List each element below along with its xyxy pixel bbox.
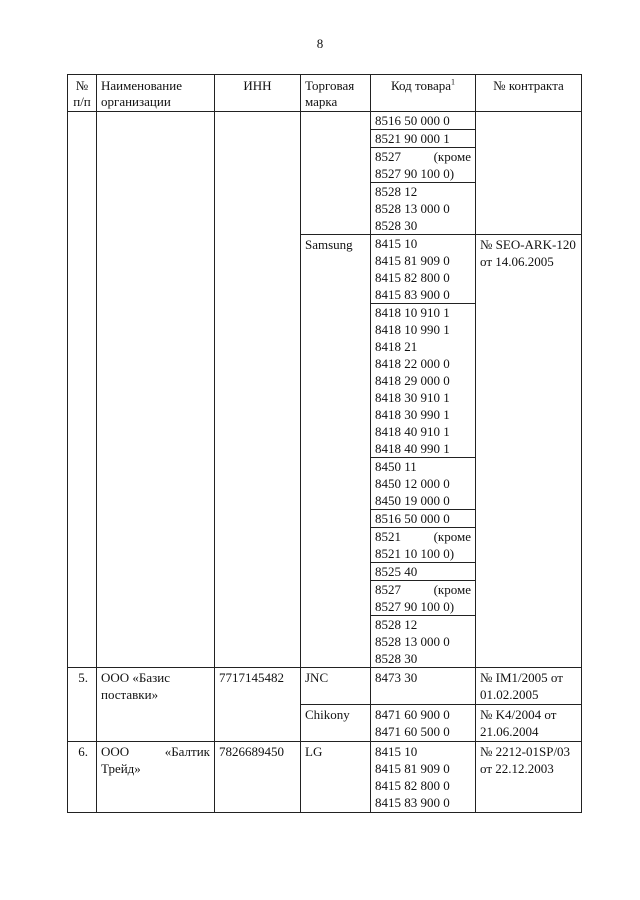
code-exception-part: (кроме: [433, 149, 471, 164]
row6-org-c: Трейд»: [101, 761, 141, 776]
code-group: [371, 183, 475, 234]
code-line: 8527 90 100 0): [375, 599, 455, 614]
cont-codes-cell: [371, 112, 476, 235]
code-line: 8450 12 000 0: [375, 476, 450, 491]
cont-org-cell: [97, 112, 215, 668]
code-line: 8528 30: [375, 218, 418, 233]
code-heading-part: 8527: [375, 149, 401, 164]
row5-brand2-cell: Chikony: [301, 705, 371, 742]
code-line: 8415 83 900 0: [375, 795, 450, 810]
header-brand: Торговая марка: [301, 75, 371, 112]
row6-inn-cell: 7826689450: [215, 742, 301, 813]
table-header-row: [68, 75, 582, 112]
code-line: 8418 10 910 1: [375, 305, 450, 320]
code-line: 8528 30: [375, 651, 418, 666]
code-line: 8527 90 100 0): [375, 166, 455, 181]
code-line: 8418 21: [375, 339, 418, 354]
code-line: 8528 12: [375, 617, 418, 632]
samsung-contract-cell: № SEO-ARK-120 от 14.06.2005: [476, 235, 582, 668]
code-exception-part: (кроме: [433, 582, 471, 597]
code-group: [371, 458, 475, 510]
code-line: 8415 10: [375, 236, 418, 251]
code-line: 8516 50 000 0: [375, 113, 450, 128]
header-code-label: Код товара: [390, 78, 452, 93]
code-line: 8418 40 910 1: [375, 424, 450, 439]
code-line: 8418 10 990 1: [375, 322, 450, 337]
code-line: 8418 30 990 1: [375, 407, 450, 422]
code-group: [371, 148, 475, 183]
code-line: 8471 60 900 0: [375, 707, 450, 722]
cont-inn-cell: [215, 112, 301, 668]
goods-table: [67, 74, 582, 813]
code-line: 8418 22 000 0: [375, 356, 450, 371]
code-group: [371, 235, 475, 304]
code-line: [375, 148, 471, 165]
code-line: 8415 82 800 0: [375, 778, 450, 793]
row5-inn-cell: 7717145482: [215, 668, 301, 742]
cont-brand-cell: [301, 112, 371, 235]
code-line: [375, 528, 471, 545]
row6-org-cell: [97, 742, 215, 813]
table-row: [68, 742, 582, 813]
header-num: № п/п: [68, 75, 97, 112]
row6-org-line1: [101, 743, 210, 760]
row6-codes-cell: [371, 742, 476, 813]
row6-org-b: «Балтик: [164, 744, 210, 759]
table-row: [68, 668, 582, 705]
row5-brand1-cell: JNC: [301, 668, 371, 705]
code-line: 8450 19 000 0: [375, 493, 450, 508]
code-line: 8525 40: [375, 564, 418, 579]
cont-num-cell: [68, 112, 97, 668]
code-line: 8450 11: [375, 459, 417, 474]
code-group: [371, 130, 475, 148]
code-line: 8516 50 000 0: [375, 511, 450, 526]
row5-contract2-cell: № K4/2004 от 21.06.2004: [476, 705, 582, 742]
code-group: [371, 563, 475, 581]
header-org: Наименование организации: [97, 75, 215, 112]
row5-contract1-cell: № IM1/2005 от 01.02.2005: [476, 668, 582, 705]
code-line: 8521 90 000 1: [375, 131, 450, 146]
row6-num-cell: 6.: [68, 742, 97, 813]
header-inn: ИНН: [215, 75, 301, 112]
row5-num-cell: 5.: [68, 668, 97, 742]
code-line: [375, 581, 471, 598]
code-heading-part: 8521: [375, 529, 401, 544]
code-line: 8418 29 000 0: [375, 373, 450, 388]
row5-org-cell: ООО «Базис поставки»: [97, 668, 215, 742]
code-line: 8528 12: [375, 184, 418, 199]
row5-code2-cell: [371, 705, 476, 742]
row6-brand-cell: LG: [301, 742, 371, 813]
code-group: [371, 616, 475, 667]
header-contract: № контракта: [476, 75, 582, 112]
code-group: [371, 581, 475, 616]
table-row: [68, 112, 582, 235]
code-group: [371, 528, 475, 563]
code-line: 8415 83 900 0: [375, 287, 450, 302]
code-group: [371, 304, 475, 458]
code-line: 8418 30 910 1: [375, 390, 450, 405]
code-exception-part: (кроме: [433, 529, 471, 544]
code-line: 8521 10 100 0): [375, 546, 455, 561]
code-line: 8528 13 000 0: [375, 201, 450, 216]
code-heading-part: 8527: [375, 582, 401, 597]
samsung-brand-cell: Samsung: [301, 235, 371, 668]
code-line: 8415 10: [375, 744, 418, 759]
cont-contract-cell: [476, 112, 582, 235]
code-line: 8418 40 990 1: [375, 441, 450, 456]
samsung-codes-cell: [371, 235, 476, 668]
code-line: 8471 60 500 0: [375, 724, 450, 739]
row6-org-a: ООО: [101, 744, 130, 759]
header-code-footnote: 1: [451, 77, 456, 87]
row5-code1-cell: 8473 30: [371, 668, 476, 705]
code-line: 8415 81 909 0: [375, 253, 450, 268]
code-line: 8528 13 000 0: [375, 634, 450, 649]
header-code: [371, 75, 476, 112]
page-number: 8: [316, 36, 324, 51]
code-line: 8415 81 909 0: [375, 761, 450, 776]
code-line: 8415 82 800 0: [375, 270, 450, 285]
code-group: [371, 510, 475, 528]
code-group: [371, 112, 475, 130]
row6-contract-cell: № 2212-01SP/03 от 22.12.2003: [476, 742, 582, 813]
